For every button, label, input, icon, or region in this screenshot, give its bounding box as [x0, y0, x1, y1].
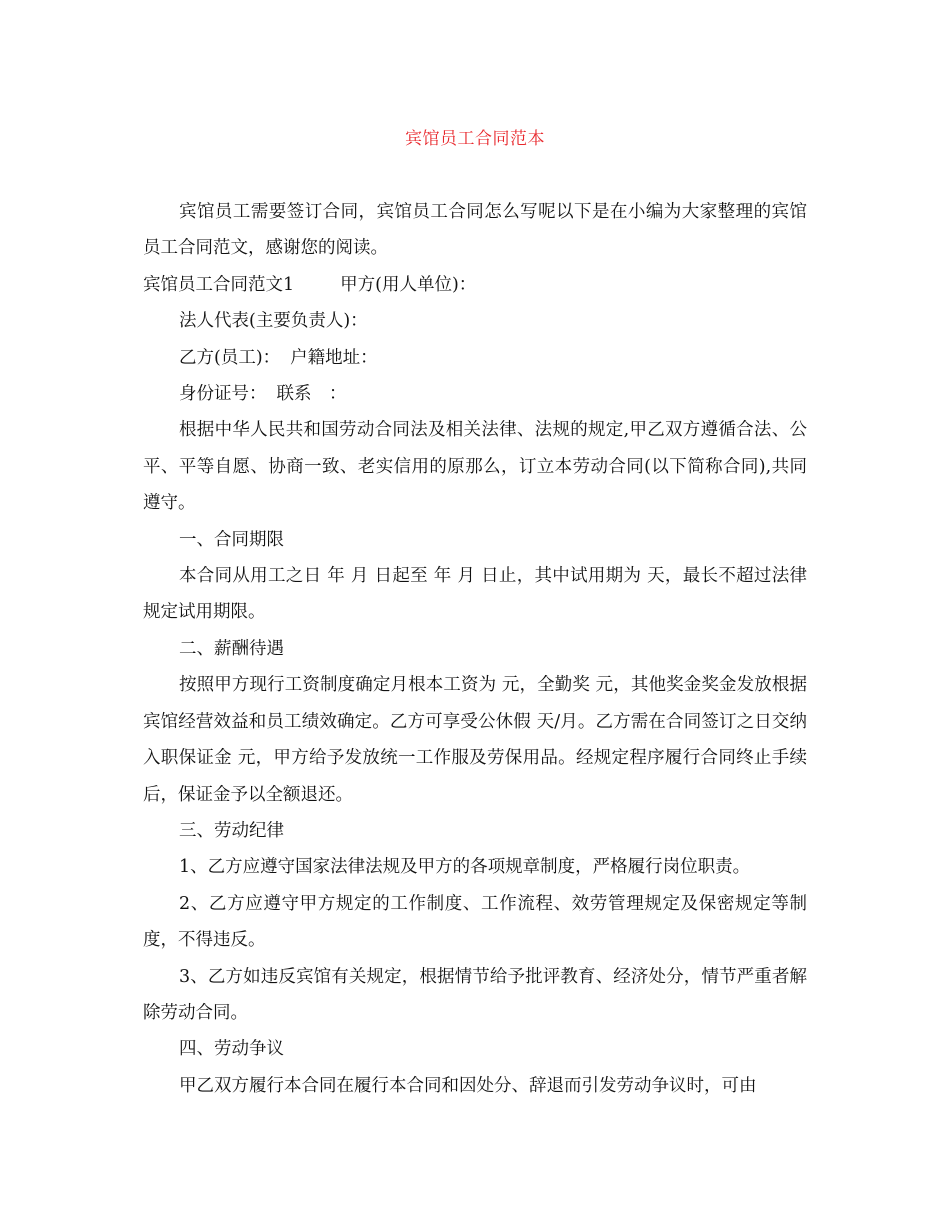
- domicile-label: 户籍地址：: [290, 347, 378, 368]
- document-title: 宾馆员工合同范本: [405, 129, 545, 149]
- intro-paragraph: 宾馆员工需要签订合同，宾馆员工合同怎么写呢以下是在小编为大家整理的宾馆员工合同范文，感谢您的阅读。: [143, 202, 807, 259]
- document-body: [143, 194, 807, 1104]
- party-b-line: [143, 340, 807, 376]
- discipline-item-3: 3、乙方如违反宾馆有关规定，根据情节给予批评教育、经济处分，情节严重者解除劳动合同。: [143, 966, 807, 1023]
- section-dispute-paragraph: 甲乙双方履行本合同在履行本合同和因处分、辞退而引发劳动争议时，可由: [179, 1075, 757, 1096]
- party-b-label: 乙方(员工)：: [179, 347, 281, 368]
- section-heading-term: 一、合同期限: [179, 529, 284, 550]
- section-heading-salary: 二、薪酬待遇: [179, 638, 284, 659]
- sample-line: [143, 267, 807, 303]
- section-heading-discipline: 三、劳动纪律: [179, 820, 284, 841]
- discipline-item-2: 2、乙方应遵守甲方规定的工作制度、工作流程、效劳管理规定及保密规定等制度，不得违反。: [143, 893, 807, 951]
- contact-label: 联系 ：: [276, 384, 347, 405]
- sample-label: 宾馆员工合同范文1: [143, 274, 295, 295]
- section-heading-dispute: 四、劳动争议: [179, 1039, 284, 1060]
- id-line: [143, 376, 807, 412]
- id-number-label: 身份证号：: [179, 384, 267, 405]
- discipline-item-1: 1、乙方应遵守国家法律法规及甲方的各项规章制度，严格履行岗位职责。: [179, 857, 751, 878]
- legal-rep-label: 法人代表(主要负责人)：: [179, 311, 368, 332]
- section-term-paragraph: 本合同从用工之日 年 月 日起至 年 月 日止，其中试用期为 天，最长不超过法律规定试用期限。: [143, 566, 807, 623]
- party-a-label: 甲方(用人单位)：: [340, 274, 477, 295]
- section-salary-paragraph: 按照甲方现行工资制度确定月根本工资为 元，全勤奖 元，其他奖金奖金发放根据宾馆经营效益和员工绩效确定。乙方可享受公休假 天/月。乙方需在合同签订之日交纳入职保证金 元，甲方给予发放统一工作服及劳保用品。经规定程序履行合同终止手续后，保证金予以全额退还。: [143, 675, 807, 805]
- preamble-paragraph: 根据中华人民共和国劳动合同法及相关法律、法规的规定,甲乙双方遵循合法、公平、平等自愿、协商一致、老实信用的原那么，订立本劳动合同(以下简称合同),共同遵守。: [143, 420, 807, 514]
